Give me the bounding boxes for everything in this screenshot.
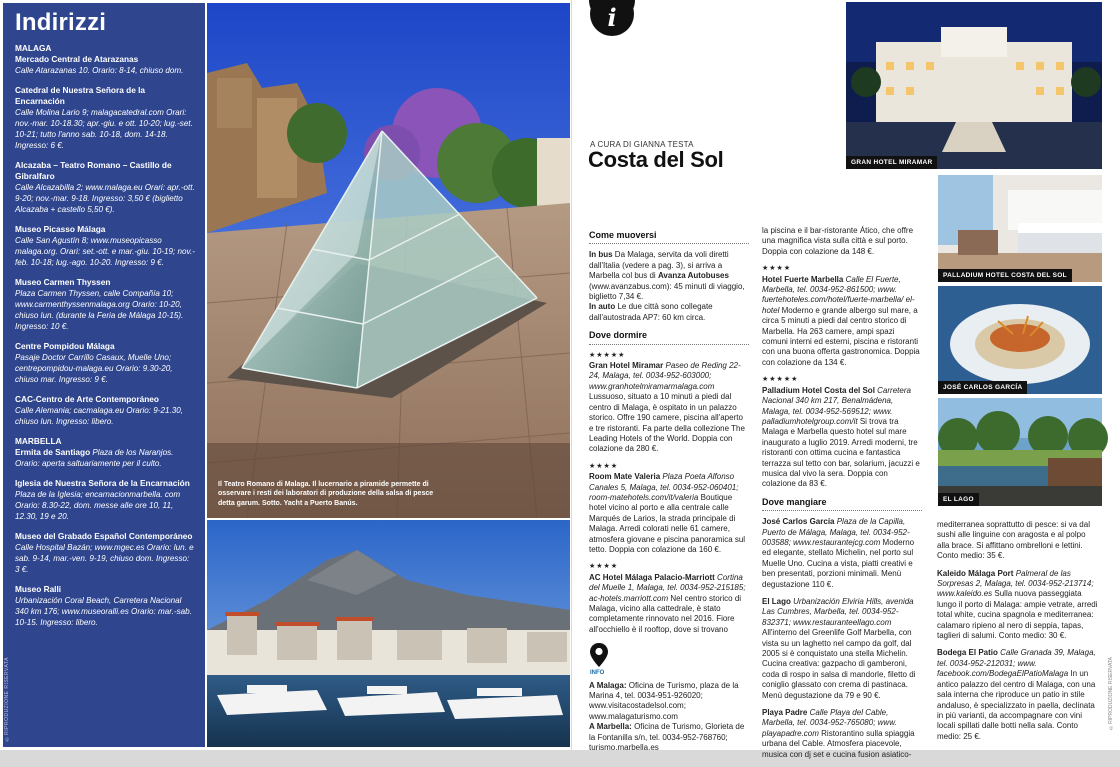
star-rating: ★★★★★ <box>589 351 626 359</box>
entry-description: Si trova tra Malaga e Marbella questo hotel sul mare inaugurato a luglio 2019. Arredi moderni, tre ristoranti con ottima cucina e fantastica terrazza sul tetto con bar, solarium, jacuzzi e musica dal vivo la sera. Doppia con colazione da 83 €. <box>762 416 920 489</box>
hotels-list-1 <box>589 351 749 636</box>
info-malaga: A Malaga: Oficina de Turismo, plaza de la Marina 4, tel. 0034-951-926020; www.visitacostadelsol.com; www.malagaturismo.com <box>589 680 739 721</box>
entry-text <box>762 386 922 490</box>
entry-description: Boutique hotel vicino al porto e alla centrale calle Marqués de Larios, la strada principale di Malaga. Arredi colorati nelle 61 camere, atmosfera giovane e piscina panoramica sul tetto. Doppia con colazione da 160 €. <box>589 492 746 554</box>
address-name: Museo del Grabado Español Contemporáneo <box>15 531 193 541</box>
address-name: MALAGA <box>15 43 52 53</box>
entry-address: Calle Playa del Cable, Marbella, tel. 0034-952-765080; www. playapadre.com <box>762 708 897 738</box>
address-name: MARBELLA <box>15 436 62 446</box>
info-marbella: A Marbella: Oficina de Turismo, Glorieta de la Fontanilla s/n, tel. 0034-952-768760; turismo.marbella.es <box>589 722 745 753</box>
entry-address: Paseo de Reding 22-24, Malaga, tel. 0034-952-603000; www.granhotelmiramarmalaga.com <box>589 361 741 391</box>
entry-text <box>937 569 1100 642</box>
address-entry <box>15 160 195 215</box>
address-detail: Calle Alcazabilla 2; www.malaga.eu Orari: apr.-ott. 9-20; nov.-mar. 9-18. Ingresso: 3,50 € (biglietto Alcazaba + castello 5,50 €). <box>15 183 195 214</box>
restaurant-entry <box>937 648 1100 742</box>
address-entry <box>15 531 195 575</box>
section-dove-dormire: Dove dormire <box>589 330 749 344</box>
hotel-entry <box>589 351 749 455</box>
hotel-entry <box>762 264 922 368</box>
address-detail: Calle Atarazanas 10. Orario: 8-14, chiuso dom. <box>15 66 184 75</box>
address-name: Museo Carmen Thyssen <box>15 277 111 287</box>
address-entry <box>15 478 195 522</box>
thumb-label-jose-carlos: JOSÉ CARLOS GARCÍA <box>938 381 1027 394</box>
entry-name: El Lago <box>762 597 791 606</box>
column-3 <box>937 520 1100 749</box>
address-name: Ermita de Santiago Plaza de los Naranjos. Orario: aperta saltuariamente per il culto. <box>15 447 174 468</box>
star-rating: ★★★★★ <box>762 376 799 384</box>
entry-name: Kaleido Málaga Port <box>937 568 1014 578</box>
entry-text <box>589 472 749 555</box>
restaurant-continuation: mediterranea soprattutto di pesce: si va dal sushi alle linguine con aragosta e al polpo alla brace. Si affittano ombrelloni e lettini. Conto medio: 35 €. <box>937 520 1090 561</box>
sidebar-title: Indirizzi <box>15 9 107 36</box>
column-2 <box>762 226 922 767</box>
address-name: Mercado Central de Atarazanas <box>15 54 139 64</box>
hotel-entry <box>762 375 922 489</box>
entry-name: Room Mate Valeria <box>589 472 661 482</box>
photo-gran-hotel-miramar <box>846 2 1102 169</box>
entry-address: Plaza de la Capilla, Puerto de Málaga, Malaga, tel. 0034-952-003588; www.restaurantejcg.com <box>762 517 910 547</box>
restaurant-entry <box>937 569 1100 642</box>
addresses-sidebar <box>3 3 205 747</box>
entry-name: Palladium Hotel Costa del Sol <box>762 385 875 395</box>
entry-text <box>762 275 922 369</box>
address-name: Centre Pompidou Málaga <box>15 341 115 351</box>
entry-address: Calle Granada 39, Malaga, tel. 0034-952-212031; www. facebook.com/BodegaElPatioMalaga <box>937 648 1096 679</box>
star-rating: ★★★★ <box>589 462 619 470</box>
column-1 <box>589 226 749 753</box>
address-detail: Plaza de la Iglesia; encarnacionmarbella. com Orario: 8.30-22, dom. messe alle ore 10, 11, 12.30, 19 e 20. <box>15 490 181 521</box>
entry-name: Bodega El Patio <box>937 648 998 658</box>
entry-text <box>762 708 922 760</box>
photo-teatro-romano-pyramid <box>207 3 570 518</box>
article-title: Costa del Sol <box>588 147 724 172</box>
address-detail: Plaza de los Naranjos. Orario: aperta saltuariamente per il culto. <box>15 448 174 468</box>
article-credit: ©RIPRODUZIONE RISERVATA <box>1108 657 1114 730</box>
address-entry <box>15 436 195 469</box>
address-entry <box>15 584 195 628</box>
thumb-label-miramar: GRAN HOTEL MIRAMAR <box>846 156 937 169</box>
info-label: INFO <box>590 670 605 677</box>
entry-description: In un antico palazzo del centro di Malaga, con una sala interna che riproduce un patio in stile andaluso, è specializzato in paella, declinata in più varianti, da accompagnare con vini locali spillati dalle botti nella sala. Conto medio: 25 €. <box>937 669 1096 741</box>
entry-text <box>762 517 922 590</box>
entry-description: Moderno e grande albergo sul mare, a circa 5 minuti a piedi dal centro storico di Marbella. Ha 263 camere, ampi spazi comuni interni ed esterni, piscina e ristoranti con una buona offerta gastronomica. Doppia con colazione da 134 €. <box>762 305 920 367</box>
pyramid-caption: Il Teatro Romano di Malaga. Il lucernario a piramide permette di osservare i resti dei laboratori di produzione della salsa di pesce detta garum. Sotto. Yacht a Puerto Banús. <box>218 480 434 507</box>
hotel-entry <box>589 462 749 556</box>
address-entry <box>15 341 195 385</box>
addresses-list <box>15 43 195 628</box>
address-name: Museo Ralli <box>15 584 62 594</box>
entry-address: Plaza Poeta Alfonso Canales 5, Malaga, tel. 0034-952-060401; room-matehotels.com/it/valeria <box>589 472 739 502</box>
entry-name: Gran Hotel Miramar <box>589 361 664 371</box>
restaurants-list-1 <box>762 517 922 760</box>
entry-text <box>937 648 1100 742</box>
address-detail: Calle Alemania; cacmalaga.eu Orario: 9-21.30, chiuso lun. Ingresso: libero. <box>15 406 183 426</box>
photo-palladium-hotel <box>938 175 1102 282</box>
address-name: Museo Picasso Málaga <box>15 224 106 234</box>
address-entry <box>15 85 195 151</box>
address-name: Alcazaba – Teatro Romano – Castillo de Gibralfaro <box>15 160 172 181</box>
address-name: Iglesia de Nuestra Señora de la Encarnación <box>15 478 190 488</box>
star-rating: ★★★★ <box>589 563 619 571</box>
address-entry <box>15 394 195 427</box>
address-detail: Calle Hospital Bazán; www.mgec.es Orario: lun. e sab. 9-14, mar.-ven. 9-19, chiuso dom. Ingresso: 3 €. <box>15 543 194 574</box>
address-entry <box>15 224 195 268</box>
restaurant-entry <box>762 708 922 760</box>
info-i-icon <box>589 0 635 38</box>
section-dove-mangiare: Dove mangiare <box>762 497 922 511</box>
hotel-entry <box>589 562 749 635</box>
thumb-label-el-lago: EL LAGO <box>938 493 979 506</box>
left-page <box>0 0 571 750</box>
entry-name: Playa Padre <box>762 708 808 718</box>
entry-description: All'interno del Greenlife Golf Marbella, con vista su un laghetto nel campo da golf, dal 2005 si è conquistato una stella Michelin. Cucina creativa: gazpacho di gamberoni, coda di rospo in salsa di mandorle, filetto di coniglio glassato con crema di pastinaca. Menù degustazione da 79 e 90 €. <box>762 628 916 700</box>
photo-el-lago <box>938 398 1102 506</box>
entry-description: Nel centro storico di Malaga, vicino alla cattedrale, è stato completamente rinnovato nel 2016. Fiore all'occhiello è il rooftop, dove si trovano <box>589 593 742 634</box>
article-curator: A CURA DI GIANNA TESTA <box>590 140 694 149</box>
address-detail: Pasaje Doctor Carrillo Casaux, Muelle Uno; centrepompidou-malaga.eu Orario: 9.30-20, chiuso mar. Ingresso: 9 €. <box>15 353 173 384</box>
entry-text <box>589 573 749 635</box>
entry-address: Carretera Nacional 340 km 217, Benalmádena, Malaga, tel. 0034-952-569512; www. palladiumhotelgroup.com/it <box>762 385 911 426</box>
hotel-continuation: la piscina e il bar-ristorante Ático, che offre una magnifica vista sulla città e sul porto. Doppia con colazione da 148 €. <box>762 226 914 256</box>
transport-auto: In auto Le due città sono collegate dall'autostrada AP7: 60 km circa. <box>589 302 713 322</box>
right-page <box>572 0 1120 759</box>
restaurant-entry <box>762 597 922 701</box>
entry-address: Urbanización Elviria Hills, avenida Las Cumbres, Marbella, tel. 0034-952-832371; www.restauranteellago.com <box>762 597 914 627</box>
star-rating: ★★★★ <box>762 265 792 273</box>
address-entry <box>15 43 195 76</box>
thumb-label-palladium: PALLADIUM HOTEL COSTA DEL SOL <box>938 269 1072 282</box>
entry-name: José Carlos García <box>762 517 835 527</box>
address-detail: Calle San Agustín 8; www.museopicasso malaga.org. Orari: set.-ott. e mar.-giu. 10-19; nov.-feb. 10-18; lug.-ago. 10-20. Ingresso: 9 €. <box>15 236 195 267</box>
harbor-illustration <box>207 520 570 747</box>
address-name: CAC-Centro de Arte Contemporáneo <box>15 394 159 404</box>
address-name: Catedral de Nuestra Señora de la Encarnación <box>15 85 146 106</box>
entry-description: Lussuoso, situato a 10 minuti a piedi dal centro di Malaga, è ospitato in un palazzo storico. Offre 190 camere, piscina all'aperto e tre ristoranti. Fa parte della collezione The Leading Hotels of the World. Doppia con colazione da 280 €. <box>589 392 745 454</box>
svg-text:i: i <box>607 3 617 32</box>
photo-jose-carlos-garcia <box>938 286 1102 394</box>
restaurants-list-2 <box>937 569 1100 743</box>
address-detail: Calle Molina Lario 9; malagacatedral.com Orari: nov.-mar. 10-18.30; apr.-giu. e ott. 10-20; lug.-set. 10-21; tutto l'anno sab. 10-18, dom. 14-18. Ingresso: 6 €. <box>15 108 193 150</box>
address-detail: Urbanización Coral Beach, Carretera Nacional 340 km 176; www.museoralli.es Orario: mar.-sab. 10-15. Ingresso: libero. <box>15 596 192 627</box>
photo-puerto-banus <box>207 520 570 747</box>
entry-name: Hotel Fuerte Marbella <box>762 274 844 284</box>
transport-bus: In bus Da Malaga, servita da voli diretti dall'Italia (vedere a pag. 3), si arriva a Marbella col bus di Avanza Autobuses (www.avanzabus.com): 45 minuti di viaggio, biglietto 7,34 €. <box>589 250 745 302</box>
entry-text <box>589 361 749 455</box>
address-entry <box>15 277 195 332</box>
entry-name: AC Hotel Málaga Palacio-Marriott <box>589 572 715 582</box>
address-detail: Plaza Carmen Thyssen, calle Compañía 10; www.carmenthyssenmalaga.org Orario: 10-20, chiuso lun. (durante la Feria de Málaga 10-15). Ingresso: 10 €. <box>15 289 184 331</box>
entry-description: Ristorantino sulla spiaggia urbana del Cable. Atmosfera piacevole, musica con dj set e cucina fusion asiatico- <box>762 728 915 759</box>
entry-address: Cortina del Muelle 1, Malaga, tel. 0034-952-215185; ac-hotels.marriott.com <box>589 572 746 603</box>
entry-text <box>762 597 922 701</box>
sidebar-credit: ©RIPRODUZIONE RISERVATA <box>4 656 10 741</box>
entry-description: Sulla nuova passeggiata lungo il porto di Malaga: ampie vetrate, arredi total white, cucina spagnola e mediterranea: calamaro ripieno al nero di seppia, tapas, taglieri di salumi. Conto medio: 30 €. <box>937 589 1098 641</box>
entry-description: Moderno ed elegante, stellato Michelin, nel porto sul Muelle Uno. Cucina a vista, piatti creativi e ben presentati, porzioni minimali. Menù degustazione 110 €. <box>762 537 915 589</box>
map-pin-icon <box>589 642 609 668</box>
entry-address: Palmeral de las Sorpresas 2, Malaga, tel. 0034-952-213714; www.kaleido.es <box>937 568 1094 599</box>
hotels-list-2 <box>762 264 922 490</box>
entry-address: Calle El Fuerte, Marbella, tel. 0034-952-861500; www. fuertehoteles.com/hotel/fuerte-marbella/ el-hotel <box>762 274 915 315</box>
pyramid-illustration <box>207 3 570 518</box>
restaurant-entry <box>762 517 922 590</box>
section-come-muoversi: Come muoversi <box>589 230 749 244</box>
